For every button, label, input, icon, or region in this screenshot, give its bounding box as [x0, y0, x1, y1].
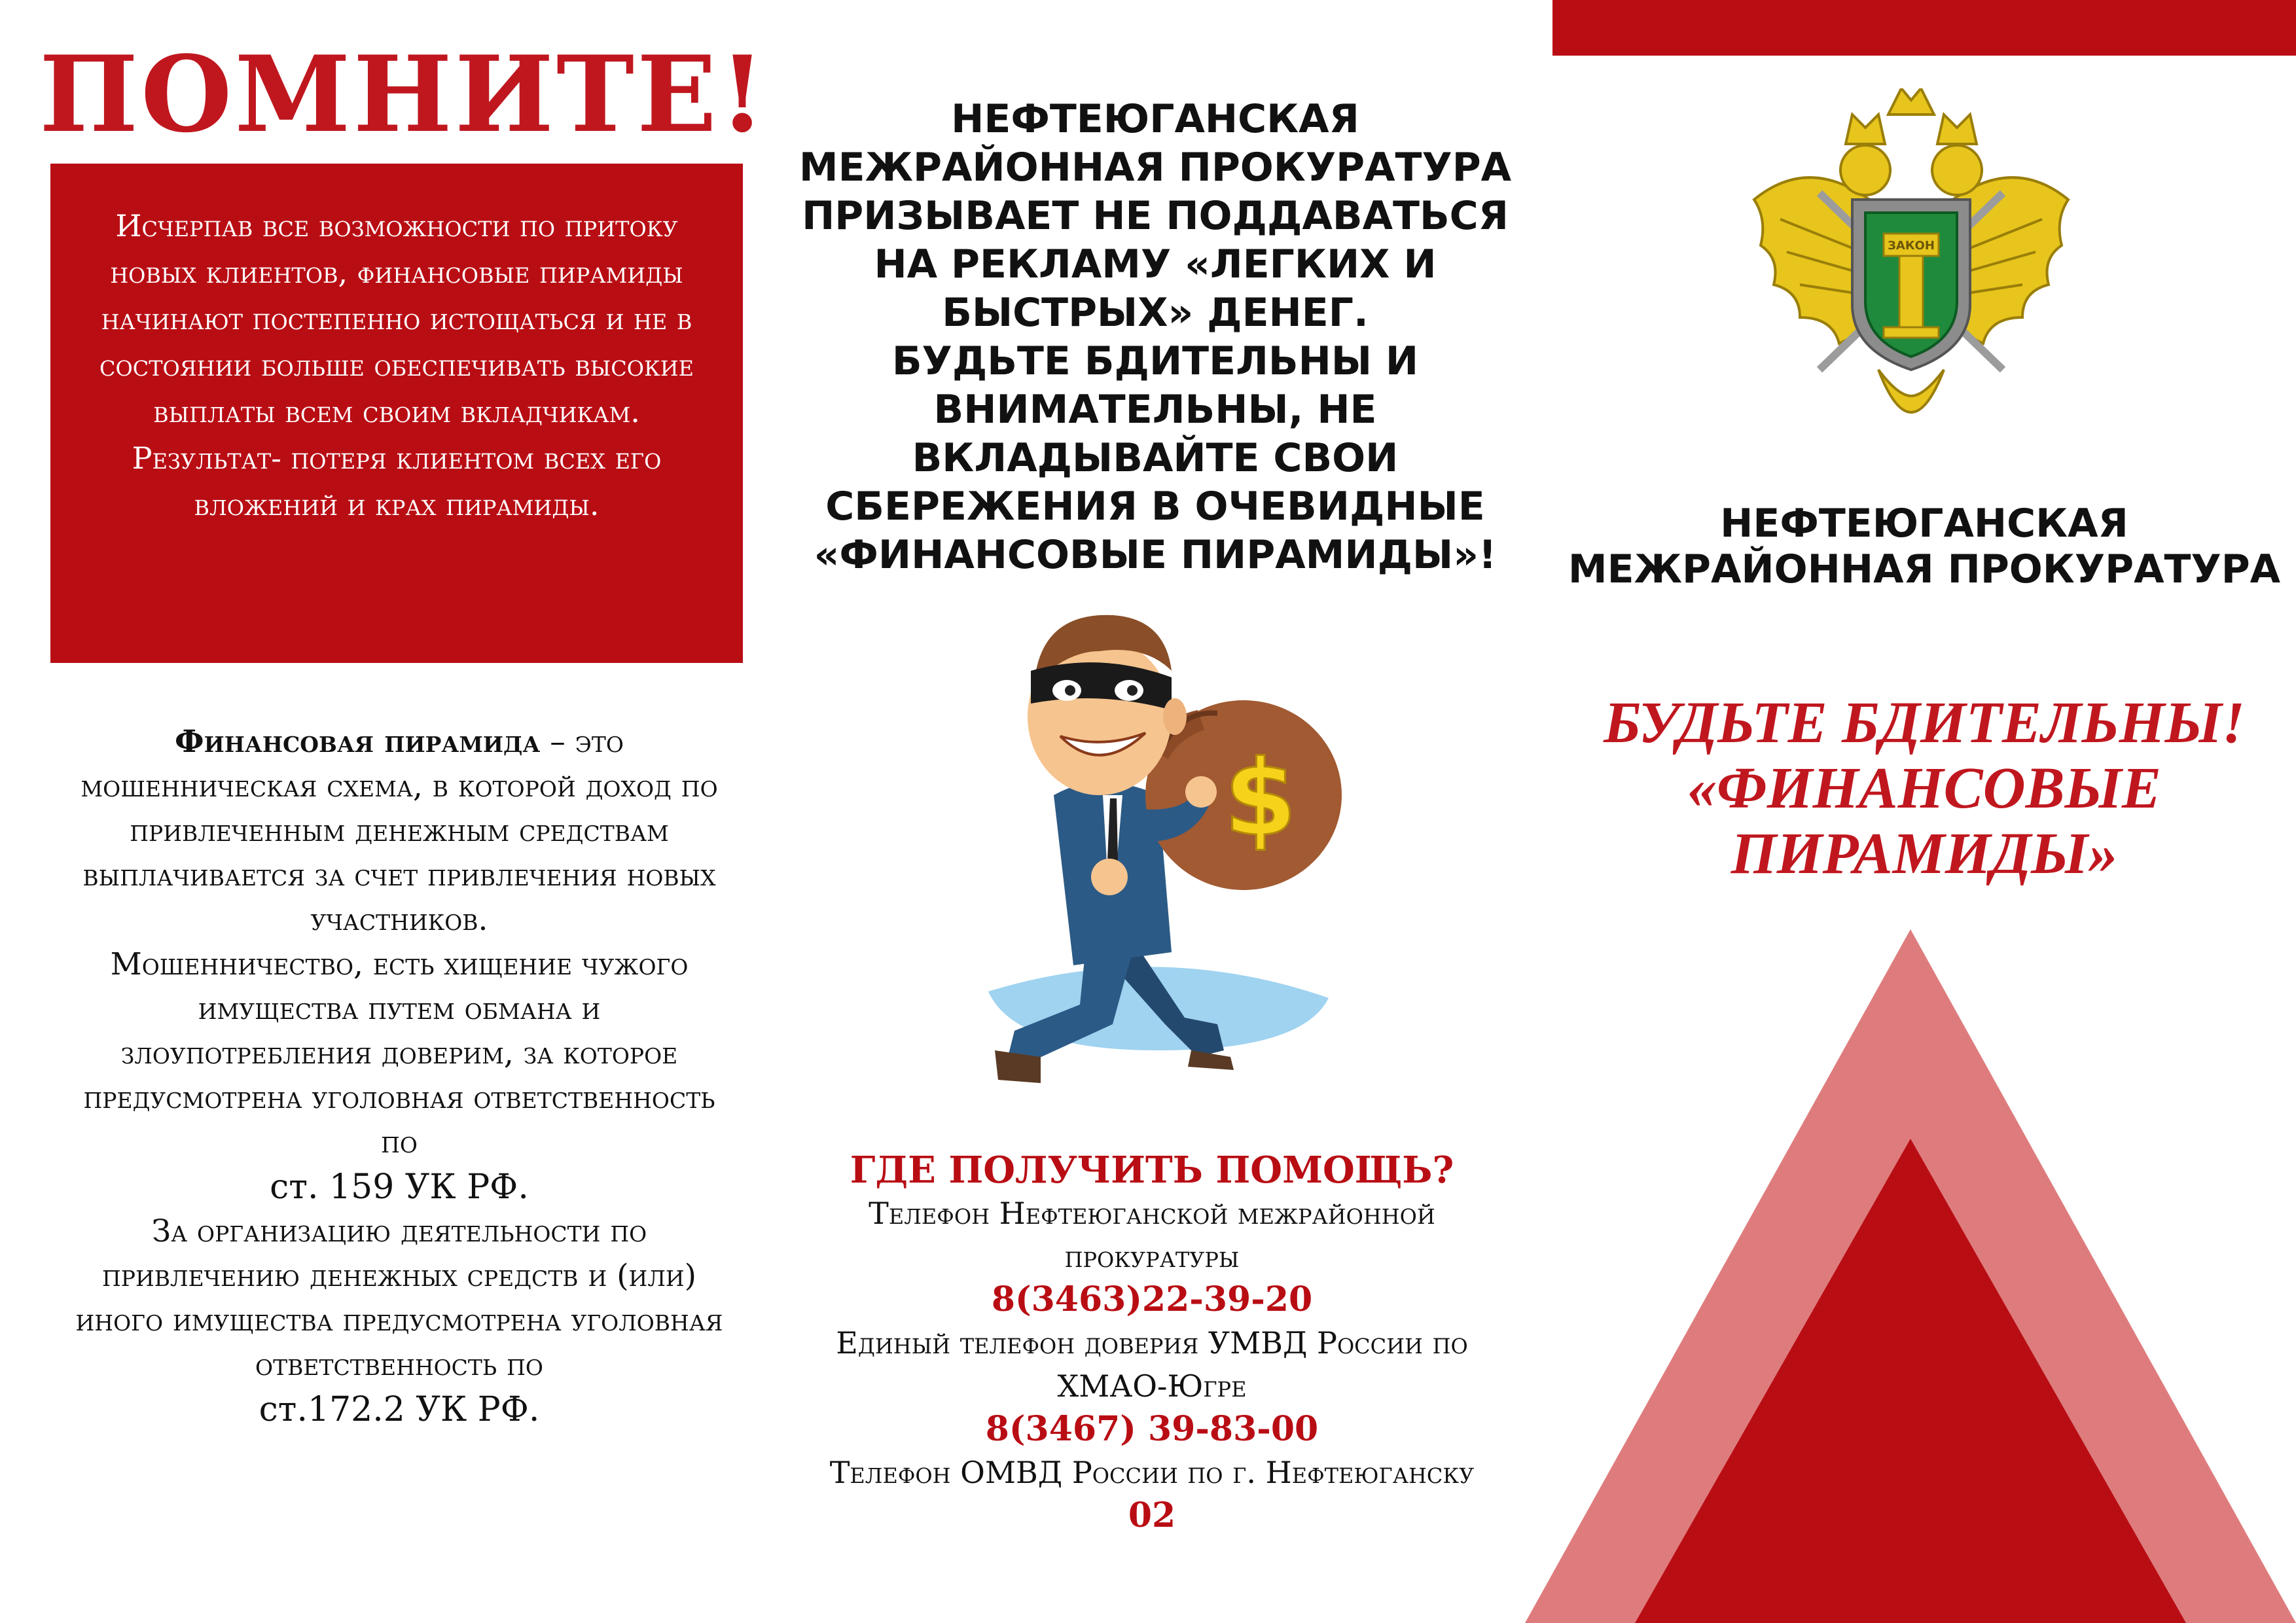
prosecutor-appeal [785, 95, 1525, 579]
contact-label: Телефон Нефтеюганской межрайонной прокуратуры [869, 1196, 1435, 1274]
contact-phone: 8(3463)22-39-20 [991, 1279, 1313, 1319]
brochure-headline [1558, 690, 2291, 887]
top-decorative-bar [1552, 0, 2296, 56]
office-name [1558, 501, 2291, 592]
dollar-sign: $ [1224, 737, 1297, 859]
warning-box [50, 164, 743, 663]
definition-term: Финансовая пирамида [175, 724, 541, 760]
contact-phone: 8(3467) 39-83-00 [985, 1409, 1319, 1449]
organization-text: За организацию деятельности по привлечению денежных средств и (или) иного имущества предусмотрена уголовная ответственность по [75, 1213, 723, 1383]
contact-label: Телефон ОМВД России по г. Нефтеюганску [829, 1455, 1475, 1490]
office-name-line: НЕФТЕЮГАНСКАЯ [1720, 501, 2128, 546]
fraud-text: Мошенничество, есть хищение чужого имущества путем обмана и злоупотребления доверим, за которое предусмотрена уголовная ответственность по [83, 946, 715, 1160]
headline-line: ПИРАМИДЫ» [1731, 821, 2118, 886]
appeal-line: МЕЖРАЙОННАЯ ПРОКУРАТУРА [798, 145, 1512, 190]
contact-label: Единый телефон доверия УМВД России по ХМАО-Югре [836, 1325, 1468, 1404]
appeal-line: СБЕРЕЖЕНИЯ В ОЧЕВИДНЫЕ [825, 484, 1485, 529]
help-title: ГДЕ ПОЛУЧИТЬ ПОМОЩЬ? [850, 1149, 1454, 1192]
appeal-line: ВКЛАДЫВАЙТЕ СВОИ [912, 435, 1399, 481]
prosecutor-office-emblem-icon [1728, 88, 2094, 455]
office-name-line: МЕЖРАЙОННАЯ ПРОКУРАТУРА [1568, 546, 2281, 592]
warning-paragraph-2: Результат- потеря клиентом всех его вложений и крах пирамиды. [132, 440, 662, 522]
organization-article: ст.172.2 УК РФ. [259, 1390, 540, 1429]
appeal-line: БУДЬТЕ БДИТЕЛЬНЫ И [891, 338, 1419, 384]
page-title-remember: ПОМНИТЕ! [39, 33, 768, 156]
appeal-line: НЕФТЕЮГАНСКАЯ [951, 96, 1359, 142]
thief-with-money-bag-illustration [936, 599, 1381, 1096]
warning-paragraph-1: Исчерпав все возможности по притоку новых клиентов, финансовые пирамиды начинают постепенно истощаться и не в состоянии больше обеспечивать высокие выплаты всем своим вкладчикам. [99, 208, 694, 429]
contact-phone: 02 [1128, 1495, 1176, 1535]
help-contacts [785, 1149, 1518, 1537]
appeal-line: «ФИНАНСОВЫЕ ПИРАМИДЫ»! [814, 532, 1497, 578]
definition-text: – это мошенническая схема, в которой доход по привлеченным денежным средствам выплачивается за счет привлечения новых участников. [81, 724, 718, 938]
definition-block [72, 720, 726, 1432]
headline-line: БУДЬТЕ БДИТЕЛЬНЫ! [1604, 690, 2245, 755]
headline-line: «ФИНАНСОВЫЕ [1687, 756, 2161, 821]
decorative-triangles [1525, 929, 2296, 1623]
appeal-line: БЫСТРЫХ» ДЕНЕГ. [942, 290, 1369, 336]
appeal-line: ПРИЗЫВАЕТ НЕ ПОДДАВАТЬСЯ [802, 193, 1509, 239]
fraud-article: ст. 159 УК РФ. [270, 1168, 529, 1207]
appeal-line: ВНИМАТЕЛЬНЫ, НЕ [933, 387, 1377, 433]
emblem-law-label: ЗАКОН [1888, 239, 1935, 253]
appeal-line: НА РЕКЛАМУ «ЛЕГКИХ И [874, 241, 1437, 287]
